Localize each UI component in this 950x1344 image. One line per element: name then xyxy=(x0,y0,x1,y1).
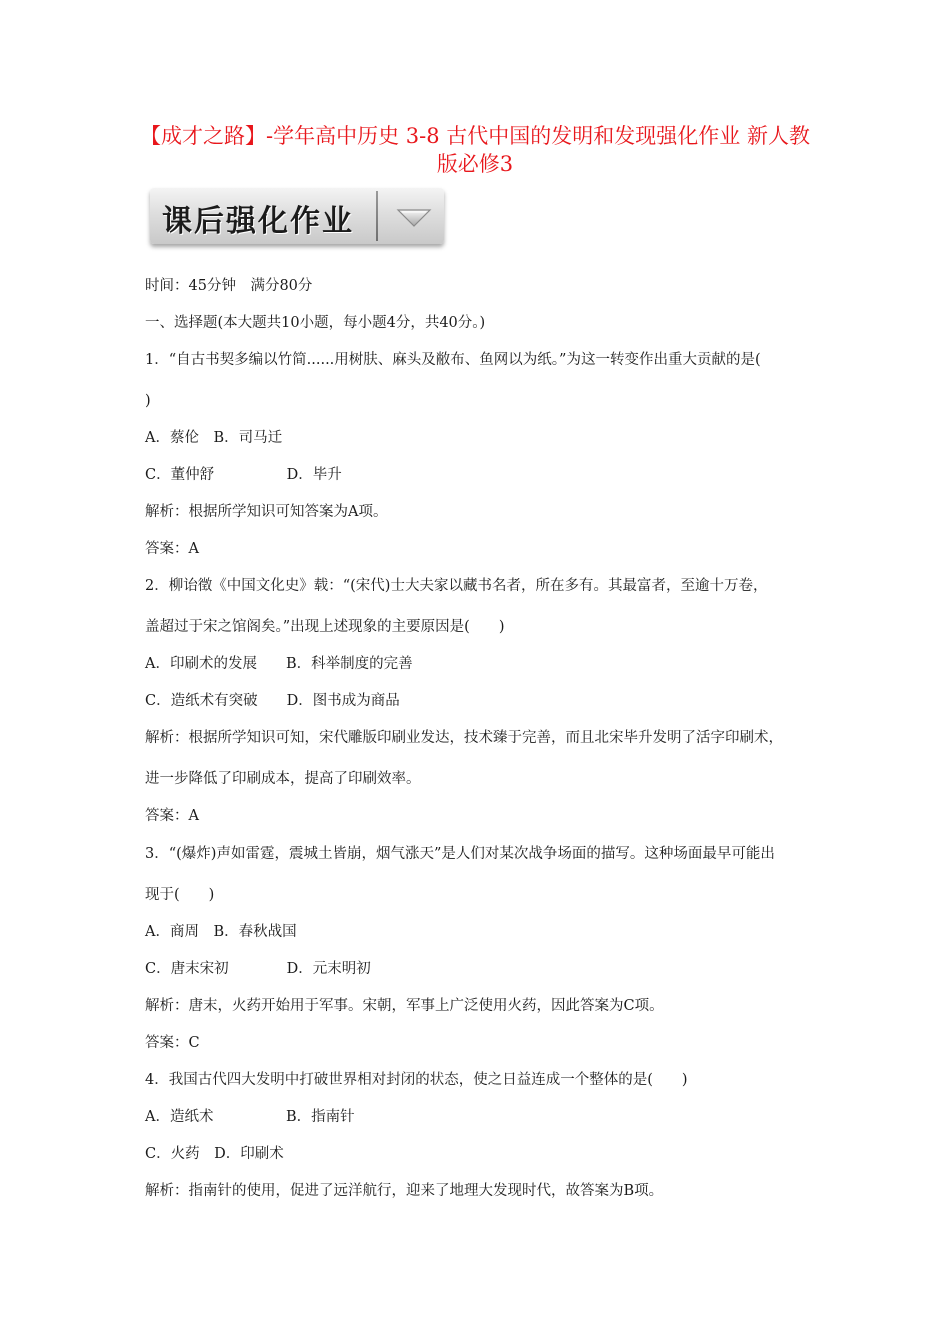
q1-answer: 答案：A xyxy=(145,541,199,557)
q2-analysis-line-1: 解析：根据所学知识可知，宋代雕版印刷业发达，技术臻于完善，而且北宋毕升发明了活字印刷术， xyxy=(145,730,783,746)
q2-options-row-2: C．造纸术有突破 D．图书成为商品 xyxy=(145,693,400,709)
q3-stem-line-1: 3．“(爆炸)声如雷霆，震城土皆崩，烟气涨天”是人们对某次战争场面的描写。这种场面最早可能出 xyxy=(145,846,775,862)
q3-options-row-2: C．唐末宋初 D．元末明初 xyxy=(145,961,371,977)
chevron-down-icon xyxy=(392,198,436,234)
q1-stem-line-1: 1．“自古书契多编以竹简......用树肤、麻头及敝布、鱼网以为纸。”为这一转变作出重大贡献的是( xyxy=(145,352,761,368)
q4-stem: 4．我国古代四大发明中打破世界相对封闭的状态，使之日益连成一个整体的是( ) xyxy=(145,1072,688,1088)
q2-answer: 答案：A xyxy=(145,808,199,824)
q2-analysis-line-2: 进一步降低了印刷成本，提高了印刷效率。 xyxy=(145,771,421,787)
q1-options-row-1: A．蔡伦 B．司马迁 xyxy=(145,430,283,446)
title-line-2: 版必修3 xyxy=(436,152,514,176)
q2-options-row-1: A．印刷术的发展 B．科举制度的完善 xyxy=(145,656,413,672)
title-line-1: 【成才之路】-学年高中历史 3-8 古代中国的发明和发现强化作业 新人教 xyxy=(140,124,810,148)
q2-stem-line-2: 盖超过于宋之馆阁矣。”出现上述现象的主要原因是( ) xyxy=(145,619,505,635)
q3-options-row-1: A．商周 B．春秋战国 xyxy=(145,924,297,940)
exam-time: 时间：45分钟 满分80分 xyxy=(145,278,313,294)
q4-analysis: 解析：指南针的使用，促进了远洋航行，迎来了地理大发现时代，故答案为B项。 xyxy=(145,1183,664,1199)
q1-options-row-2: C．董仲舒 D．毕升 xyxy=(145,467,342,483)
q3-stem-line-2: 现于( ) xyxy=(145,887,215,903)
banner-divider xyxy=(376,191,378,241)
section-heading: 一、选择题(本大题共10小题，每小题4分，共40分。) xyxy=(145,315,486,331)
document-title xyxy=(120,122,830,178)
q4-options-row-1: A．造纸术 B．指南针 xyxy=(145,1109,355,1125)
q3-analysis: 解析：唐末，火药开始用于军事。宋朝，军事上广泛使用火药，因此答案为C项。 xyxy=(145,998,664,1014)
q4-options-row-2: C．火药 D．印刷术 xyxy=(145,1146,284,1162)
homework-banner xyxy=(150,188,444,244)
q1-stem-line-2: ) xyxy=(145,393,151,409)
q3-answer: 答案：C xyxy=(145,1035,200,1051)
q1-analysis: 解析：根据所学知识可知答案为A项。 xyxy=(145,504,388,520)
q2-stem-line-1: 2．柳诒徵《中国文化史》载：“(宋代)士大夫家以藏书名者，所在多有。其最富者，至逾十万卷， xyxy=(145,578,768,594)
banner-label: 课后强化作业 xyxy=(162,204,354,239)
